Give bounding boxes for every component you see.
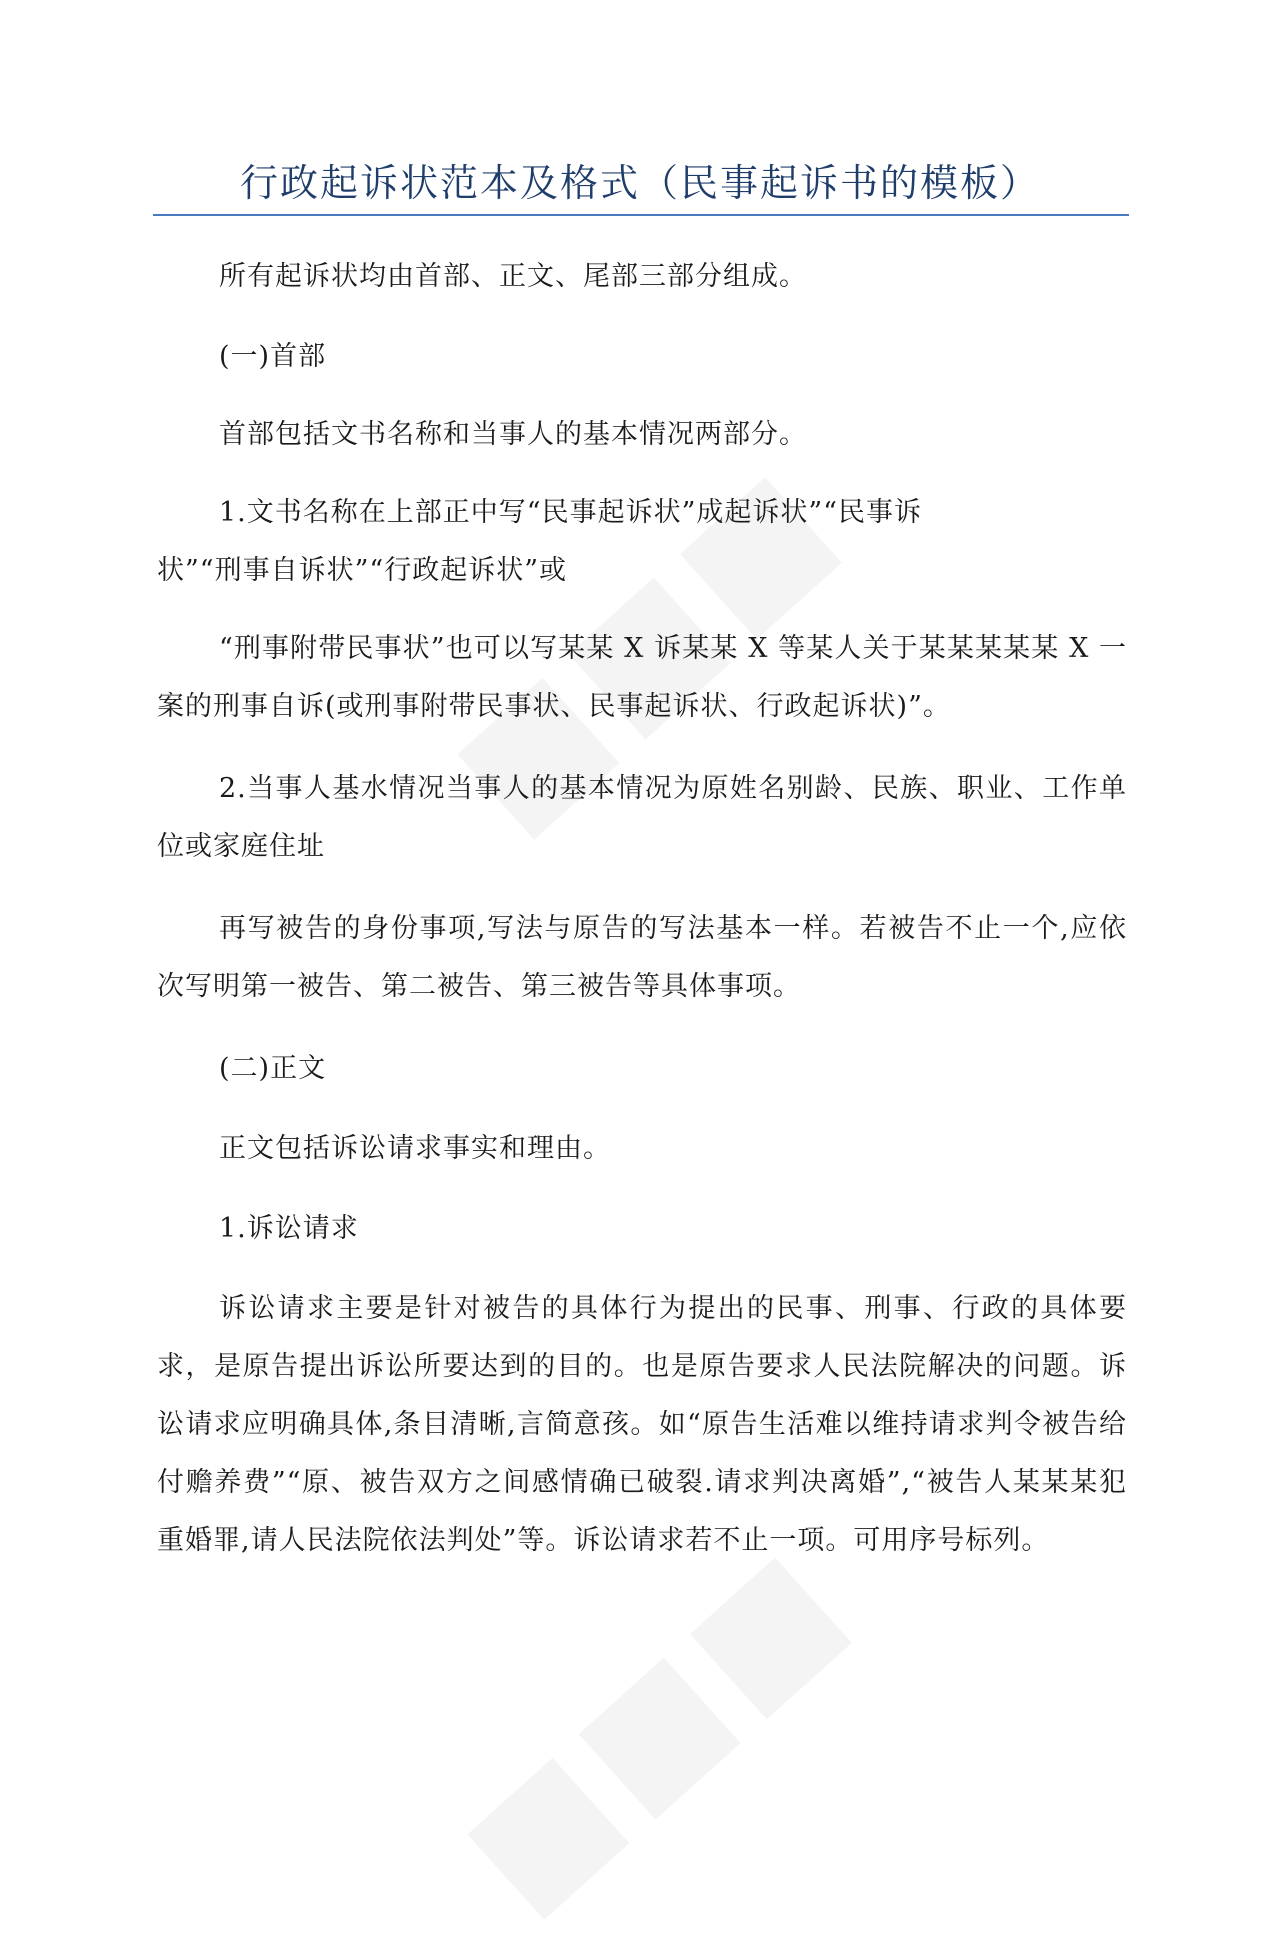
- subheading-claims: 1.诉讼请求: [219, 1213, 359, 1244]
- watermark: [429, 1512, 879, 1942]
- section-heading-body: (二)正文: [219, 1053, 327, 1084]
- paragraph-doc-name-line2: 状”“刑事自诉状”“行政起诉状”或: [157, 555, 568, 586]
- paragraph-intro: 所有起诉状均由首部、正文、尾部三部分组成。: [219, 261, 807, 292]
- paragraph-party-info: 2.当事人基水情况当事人的基本情况为原姓名别龄、民族、职业、工作单位或家庭住址: [157, 773, 1127, 862]
- document-title: 行政起诉状范本及格式（民事起诉书的模板）: [239, 161, 1040, 205]
- paragraph-doc-name-line1: 1.文书名称在上部正中写“民事起诉状”成起诉状”“民事诉: [219, 497, 922, 528]
- paragraph-defendant-info: 再写被告的身份事项,写法与原告的写法基本一样。若被告不止一个,应依次写明第一被告、第二被告、第三被告等具体事项。: [157, 913, 1127, 1002]
- paragraph-body-desc: 正文包括诉讼请求事实和理由。: [219, 1133, 611, 1164]
- paragraph-header-desc: 首部包括文书名称和当事人的基本情况两部分。: [219, 419, 807, 450]
- paragraph-doc-name-cont: “刑事附带民事状”也可以写某某 X 诉某某 X 等某人关于某某某某某 X 一案的刑事自诉(或刑事附带民事状、民事起诉状、行政起诉状)”。: [157, 633, 1127, 722]
- section-heading-header: (一)首部: [219, 341, 327, 372]
- paragraph-claims: 诉讼请求主要是针对被告的具体行为提出的民事、刑事、行政的具体要求，是原告提出诉讼所要达到的目的。也是原告要求人民法院解决的问题。诉讼请求应明确具体,条目清晰,言简意孩。如“原告生活难以维持请求判令被告给付赡养费”“原、被告双方之间感情确已破裂.请求判决离婚”,“被告人某某某犯重婚罪,请人民法院依法判处”等。诉讼请求若不止一项。可用序号标列。: [157, 1293, 1127, 1556]
- title-divider: [153, 214, 1129, 216]
